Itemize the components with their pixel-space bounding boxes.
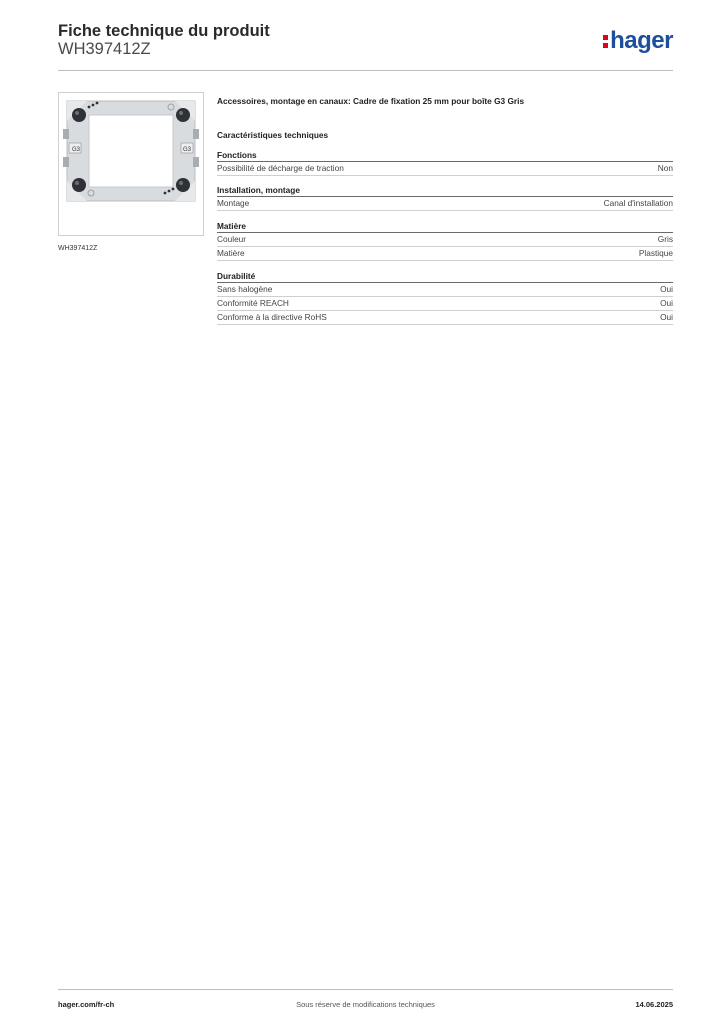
svg-text:G3: G3 — [183, 147, 192, 153]
footer-website-link[interactable]: hager.com/fr-ch — [58, 1000, 115, 1009]
section-title: Installation, montage — [217, 185, 673, 197]
page-footer — [58, 989, 673, 1014]
spec-value: Oui — [660, 284, 673, 294]
technical-characteristics-title: Caractéristiques techniques — [217, 130, 329, 140]
spec-row — [217, 247, 673, 261]
spec-value: Plastique — [638, 248, 673, 258]
product-image — [58, 92, 204, 236]
image-caption: WH397412Z — [58, 245, 98, 252]
svg-text:G3: G3 — [72, 147, 81, 153]
spec-label: Possibilité de décharge de traction — [217, 163, 344, 173]
product-reference: WH397412Z — [58, 40, 151, 58]
section-matiere — [217, 221, 673, 261]
section-title: Durabilité — [217, 271, 673, 283]
footer-date: 14.06.2025 — [635, 1000, 673, 1009]
spec-value: Gris — [657, 234, 673, 244]
spec-row — [217, 197, 673, 211]
spec-label: Couleur — [217, 234, 247, 244]
logo-text: hager — [610, 27, 673, 54]
spec-label: Sans halogène — [217, 284, 273, 294]
spec-label: Conforme à la directive RoHS — [217, 312, 327, 322]
section-title: Matière — [217, 221, 673, 233]
spec-value: Non — [657, 163, 673, 173]
document-title: Fiche technique du produit — [58, 22, 270, 40]
spec-label: Montage — [217, 198, 250, 208]
section-fonctions — [217, 150, 673, 176]
footer-disclaimer: Sous réserve de modifications techniques — [296, 1000, 435, 1009]
spec-row — [217, 233, 673, 247]
spec-row — [217, 311, 673, 325]
spec-label: Matière — [217, 248, 245, 258]
spec-value: Canal d'installation — [603, 198, 673, 208]
spec-label: Conformité REACH — [217, 298, 289, 308]
spec-row — [217, 297, 673, 311]
page-header — [58, 20, 673, 71]
hager-logo — [603, 28, 673, 54]
mounting-frame-image — [59, 93, 203, 235]
section-title: Fonctions — [217, 150, 673, 162]
spec-content — [217, 96, 673, 325]
logo-colon-mark — [603, 33, 608, 49]
spec-value: Oui — [660, 312, 673, 322]
spec-row — [217, 162, 673, 176]
product-description: Accessoires, montage en canaux: Cadre de fixation 25 mm pour boîte G3 Gris — [217, 96, 525, 106]
section-durabilite — [217, 271, 673, 325]
spec-value: Oui — [660, 298, 673, 308]
section-installation-montage — [217, 185, 673, 211]
spec-row — [217, 283, 673, 297]
